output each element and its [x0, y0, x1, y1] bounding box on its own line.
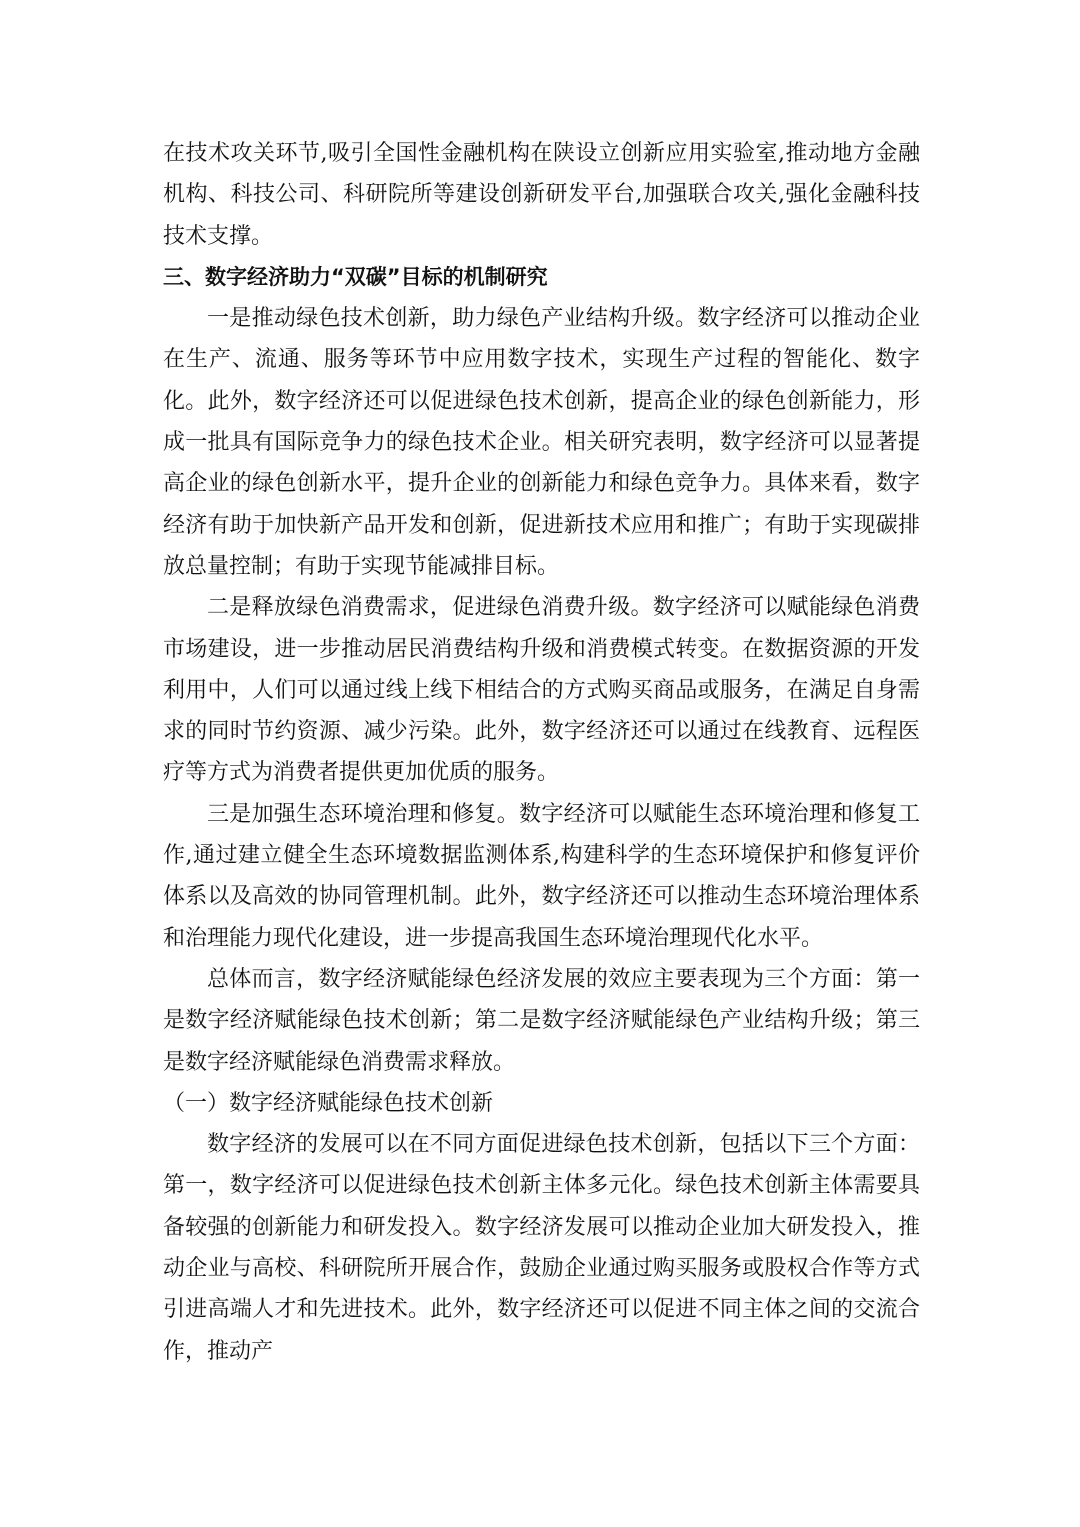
paragraph-financial-tech-support: 在技术攻关环节,吸引全国性金融机构在陕设立创新应用实验室,推动地方金融机构、科技公司、科研院所等建设创新研发平台,加强联合攻关,强化金融科技技术支撑。	[163, 141, 920, 249]
paragraph-ecological-governance: 三是加强生态环境治理和修复。数字经济可以赋能生态环境治理和修复工作,通过建立健全生态环境数据监测体系,构建科学的生态环境保护和修复评价体系以及高效的协同管理机制。此外，数字经济还可以推动生态环境治理体系和治理能力现代化建设，进一步提高我国生态环境治理现代化水平。	[163, 801, 920, 951]
paragraph-innovation-subjects: 数字经济的发展可以在不同方面促进绿色技术创新，包括以下三个方面：第一，数字经济可以促进绿色技术创新主体多元化。绿色技术创新主体需要具备较强的创新能力和研发投入。数字经济发展可以推动企业加大研发投入，推动企业与高校、科研院所开展合作，鼓励企业通过购买服务或股权合作等方式引进高端人才和先进技术。此外，数字经济还可以促进不同主体之间的交流合作，推动产	[163, 1132, 920, 1364]
paragraph-overall-summary: 总体而言，数字经济赋能绿色经济发展的效应主要表现为三个方面：第一是数字经济赋能绿色技术创新；第二是数字经济赋能绿色产业结构升级；第三是数字经济赋能绿色消费需求释放。	[163, 966, 920, 1075]
subsection-heading-1: （一）数字经济赋能绿色技术创新	[163, 1090, 494, 1116]
paragraph-green-consumption: 二是释放绿色消费需求，促进绿色消费升级。数字经济可以赋能绿色消费市场建设，进一步推动居民消费结构升级和消费模式转变。在数据资源的开发利用中，人们可以通过线上线下相结合的方式购买商品或服务，在满足自身需求的同时节约资源、减少污染。此外，数字经济还可以通过在线教育、远程医疗等方式为消费者提供更加优质的服务。	[163, 595, 920, 786]
document-body	[163, 133, 920, 1372]
paragraph-green-tech-innovation: 一是推动绿色技术创新，助力绿色产业结构升级。数字经济可以推动企业在生产、流通、服务等环节中应用数字技术，实现生产过程的智能化、数字化。此外，数字经济还可以促进绿色技术创新，提高企业的绿色创新能力，形成一批具有国际竞争力的绿色技术企业。相关研究表明，数字经济可以显著提高企业的绿色创新水平，提升企业的创新能力和绿色竞争力。具体来看，数字经济有助于加快新产品开发和创新，促进新技术应用和推广；有助于实现碳排放总量控制；有助于实现节能减排目标。	[163, 306, 920, 579]
section-heading-3: 三、数字经济助力“双碳”目标的机制研究	[163, 264, 548, 289]
